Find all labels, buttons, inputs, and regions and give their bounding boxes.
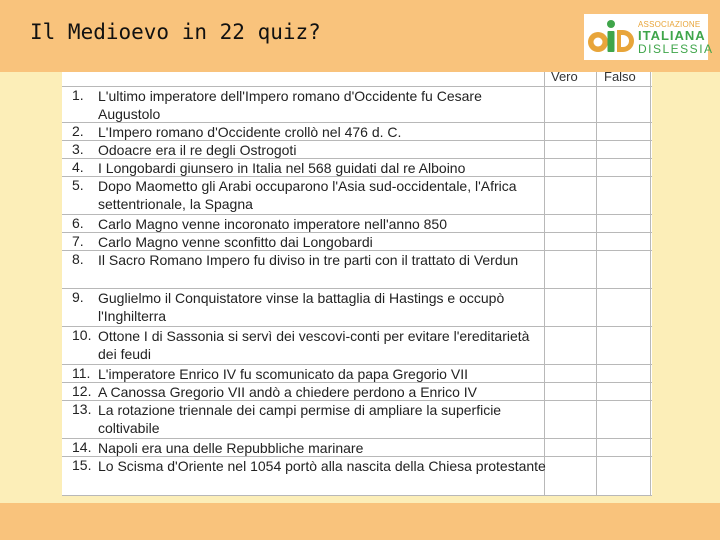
table-row <box>62 364 652 383</box>
table-row <box>62 400 652 439</box>
row-text: Carlo Magno venne sconfitto dai Longobardi <box>98 234 373 250</box>
slide-title: Il Medioevo in 22 quiz? <box>30 20 321 44</box>
logo-line-2: ITALIANA <box>638 28 706 43</box>
table-row <box>62 232 652 251</box>
quiz-sheet <box>62 72 652 496</box>
row-number: 5. <box>72 177 84 193</box>
row-number: 4. <box>72 159 84 175</box>
row-number: 1. <box>72 87 84 103</box>
row-text: Odoacre era il re degli Ostrogoti <box>98 142 297 158</box>
row-text: L'imperatore Enrico IV fu scomunicato da papa Gregorio VII <box>98 366 468 382</box>
row-number: 14. <box>72 439 92 455</box>
row-number: 9. <box>72 289 84 305</box>
table-row <box>62 382 652 401</box>
row-text: Dopo Maometto gli Arabi occuparono l'Asia sud-occidentale, l'Africa settentrionale, la Spagna <box>98 178 517 212</box>
row-text: Lo Scisma d'Oriente nel 1054 portò alla nascita della Chiesa protestante <box>98 458 546 474</box>
table-row <box>62 214 652 233</box>
row-number: 15. <box>72 457 92 473</box>
top-bar <box>0 0 720 72</box>
table-row <box>62 438 652 457</box>
table-row <box>62 86 652 123</box>
row-text: A Canossa Gregorio VII andò a chiedere perdono a Enrico IV <box>98 384 478 400</box>
logo-line-3: DISLESSIA <box>638 42 714 56</box>
row-number: 3. <box>72 141 84 157</box>
row-number: 6. <box>72 215 84 231</box>
row-number: 12. <box>72 383 92 399</box>
table-row <box>62 158 652 177</box>
logo-line-1: ASSOCIAZIONE <box>638 20 701 29</box>
table-row <box>62 456 652 496</box>
row-number: 13. <box>72 401 92 417</box>
header-false: Falso <box>604 72 636 84</box>
aid-logo-mark <box>586 16 636 58</box>
row-text: La rotazione triennale dei campi permise di ampliare la superficie coltivabile <box>98 402 502 436</box>
row-number: 10. <box>72 327 92 343</box>
table-row <box>62 122 652 141</box>
table-row <box>62 288 652 327</box>
row-text: L'Impero romano d'Occidente crollò nel 476 d. C. <box>98 124 402 140</box>
bottom-bar <box>0 503 720 540</box>
table-row <box>62 326 652 365</box>
table-row <box>62 250 652 289</box>
row-text: Il Sacro Romano Impero fu diviso in tre parti con il trattato di Verdun <box>98 252 519 268</box>
row-number: 11. <box>72 365 91 381</box>
row-number: 2. <box>72 123 84 139</box>
row-number: 7. <box>72 233 84 249</box>
row-text: Ottone I di Sassonia si servì dei vescovi-conti per evitare l'ereditarietà dei feudi <box>98 328 530 362</box>
row-text: Napoli era una delle Repubbliche marinare <box>98 440 364 456</box>
table-row <box>62 176 652 215</box>
header-true: Vero <box>551 72 578 84</box>
row-text: L'ultimo imperatore dell'Impero romano d'Occidente fu Cesare Augustolo <box>98 88 482 122</box>
row-number: 8. <box>72 251 84 267</box>
row-text: Carlo Magno venne incoronato imperatore nell'anno 850 <box>98 216 448 232</box>
aid-logo <box>584 14 714 60</box>
row-text: Guglielmo il Conquistatore vinse la battaglia di Hastings e occupò l'Inghilterra <box>98 290 505 324</box>
table-row <box>62 140 652 159</box>
row-text: I Longobardi giunsero in Italia nel 568 guidati dal re Alboino <box>98 160 466 176</box>
